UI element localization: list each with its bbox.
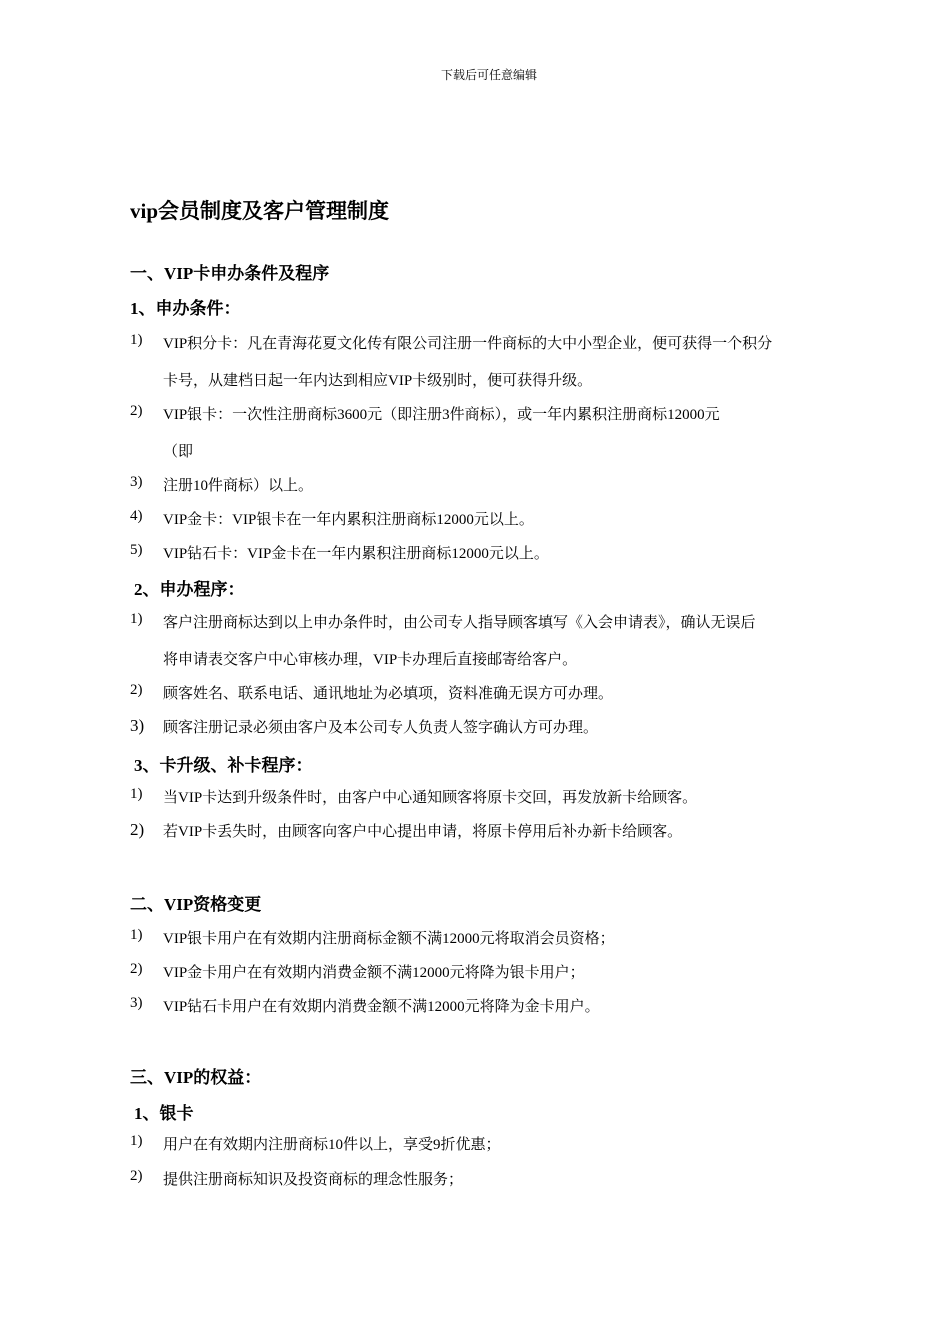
list-number: 1): [130, 786, 143, 802]
list-number: 2): [130, 682, 143, 698]
list-number: 2): [130, 820, 145, 839]
list-number: 1): [130, 611, 143, 627]
section-heading-1: 一、VIP卡申办条件及程序: [130, 264, 330, 283]
list-text: 顾客姓名、联系电话、通讯地址为必填项，资料准确无误方可办理。: [163, 686, 614, 702]
subsection-heading-3-1: 1、银卡: [134, 1104, 194, 1123]
list-number: 4): [130, 508, 143, 524]
list-text: VIP积分卡：凡在青海花夏文化传有限公司注册一件商标的大中小型企业，便可获得一个积分: [163, 336, 773, 352]
list-text: VIP银卡用户在有效期内注册商标金额不满12000元将取消会员资格；: [163, 931, 615, 947]
list-number: 1): [130, 1133, 143, 1149]
list-number: 1): [130, 927, 143, 943]
section-heading-3: 三、VIP的权益：: [130, 1068, 262, 1087]
list-text: 若VIP卡丢失时，由顾客向客户中心提出申请，将原卡停用后补办新卡给顾客。: [163, 824, 683, 840]
subsection-heading-1-3: 3、卡升级、补卡程序：: [134, 756, 313, 775]
list-text: VIP银卡：一次性注册商标3600元（即注册3件商标），或一年内累积注册商标12000元: [163, 407, 720, 423]
list-text: 顾客注册记录必须由客户及本公司专人负责人签字确认方可办理。: [163, 720, 599, 736]
list-text: 注册10件商标）以上。: [163, 478, 314, 494]
list-text: 提供注册商标知识及投资商标的理念性服务；: [163, 1172, 464, 1188]
list-text: VIP金卡：VIP银卡在一年内累积注册商标12000元以上。: [163, 512, 534, 528]
list-text: 客户注册商标达到以上申办条件时，由公司专人指导顾客填写《入会申请表》，确认无误后: [163, 615, 756, 631]
list-text: 用户在有效期内注册商标10件以上，享受9折优惠；: [163, 1137, 501, 1153]
subsection-heading-1-2: 2、申办程序：: [134, 580, 245, 599]
list-number: 2): [130, 961, 143, 977]
page-header: 下载后可任意编辑: [440, 68, 537, 82]
list-text-continuation: 将申请表交客户中心审核办理，VIP卡办理后直接邮寄给客户。: [163, 652, 578, 668]
list-number: 2): [130, 1168, 143, 1184]
list-number: 3): [130, 474, 143, 490]
list-number: 5): [130, 542, 143, 558]
list-text: VIP金卡用户在有效期内消费金额不满12000元将降为银卡用户；: [163, 965, 585, 981]
subsection-heading-1-1: 1、申办条件：: [130, 299, 241, 318]
list-number: 3): [130, 995, 143, 1011]
list-number: 1): [130, 332, 143, 348]
section-heading-2: 二、VIP资格变更: [130, 895, 262, 914]
list-text: 当VIP卡达到升级条件时，由客户中心通知顾客将原卡交回，再发放新卡给顾客。: [163, 790, 698, 806]
list-text: VIP钻石卡用户在有效期内消费金额不满12000元将降为金卡用户。: [163, 999, 600, 1015]
list-number: 2): [130, 403, 143, 419]
list-text: VIP钻石卡：VIP金卡在一年内累积注册商标12000元以上。: [163, 546, 549, 562]
list-text-continuation: （即: [163, 444, 194, 460]
list-text-continuation: 卡号，从建档日起一年内达到相应VIP卡级别时，便可获得升级。: [163, 373, 593, 389]
document-title: vip会员制度及客户管理制度: [130, 199, 390, 223]
list-number: 3): [130, 716, 145, 735]
